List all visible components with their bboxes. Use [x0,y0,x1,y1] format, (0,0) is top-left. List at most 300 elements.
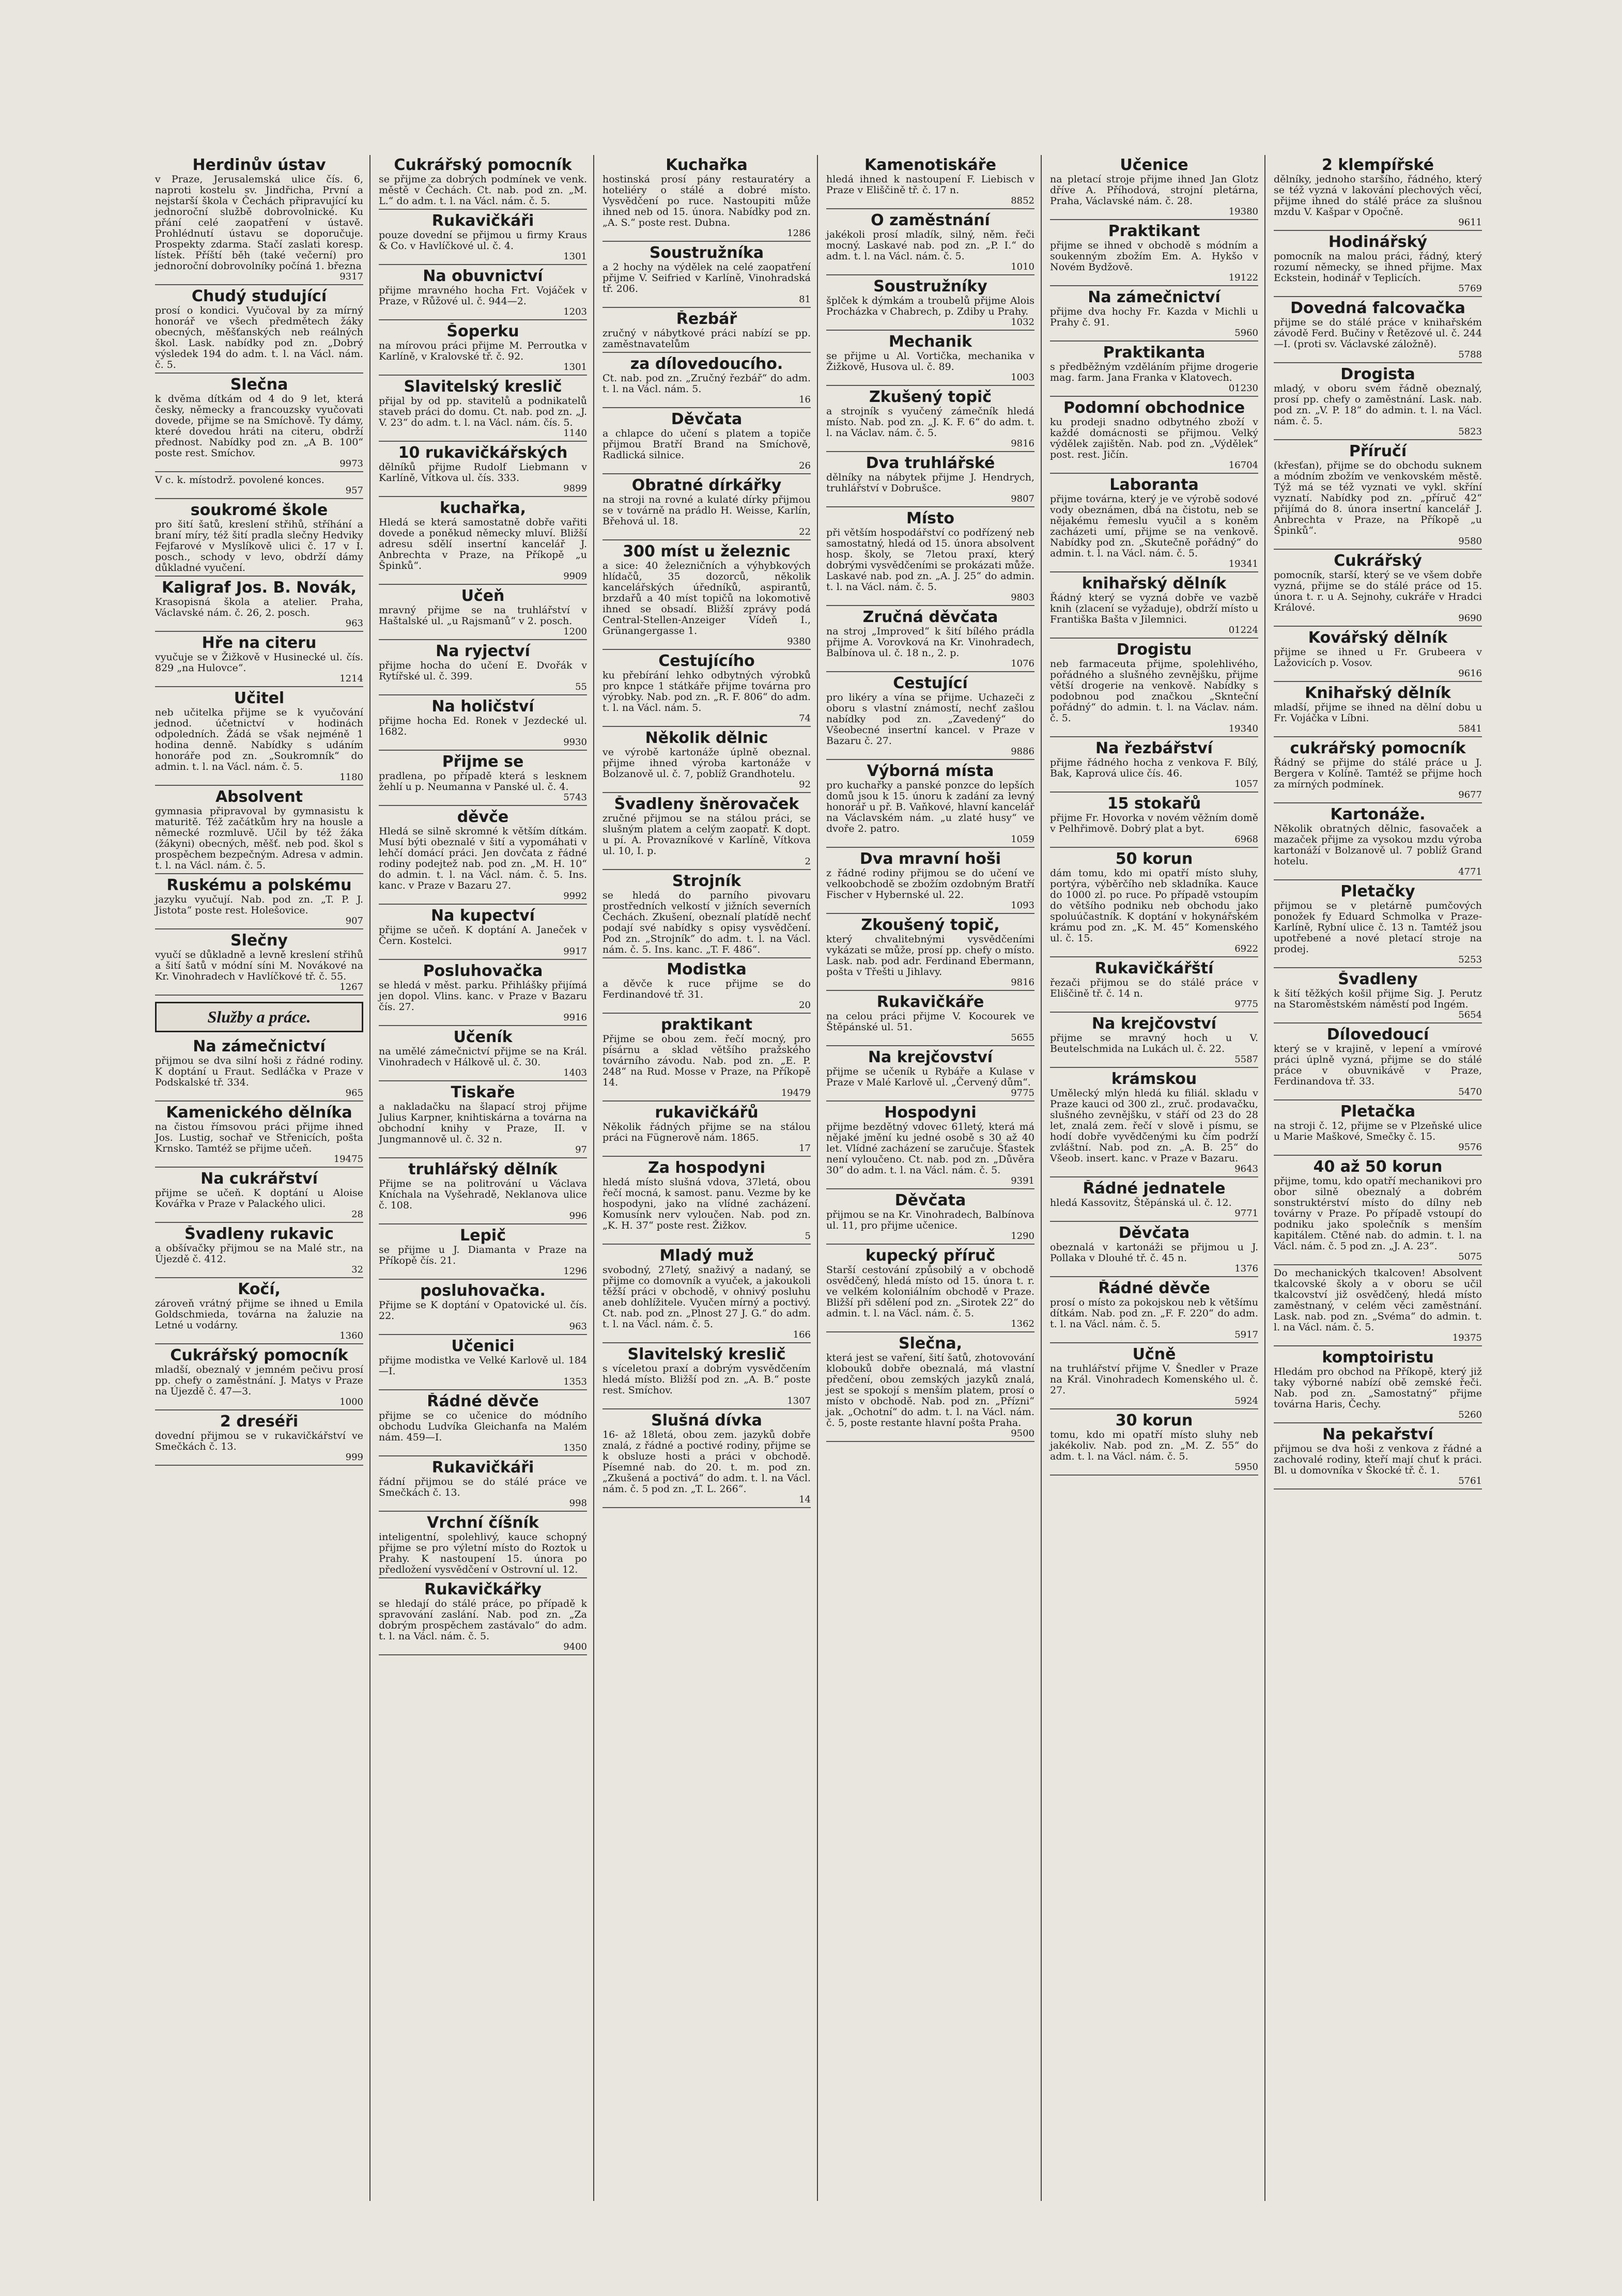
ad-text: a chlapce do učení s platem a topiče přijmou Bratří Brand na Smíchově, Radlická silnice. [603,428,811,461]
ad-headline: Výborná místa [867,763,994,780]
ad-text: prosí o kondici. Vyučoval by za mírný honorář ve všech předmětech žáky obecných, měšťanských neb reálných škol. Lask. nabídky pod zn. „Dobrý výsledek 194 do adm. t. l. na Václ. nám. č. 5. [155,305,363,370]
classified-ad [1274,1025,1482,1100]
ad-headline: Na kupectví [431,907,535,925]
ad-number: 1059 [1011,834,1034,845]
ad-text: z řádné rodiny přijmou se do učení ve velkoobchodě se zbožím ozdobným Bratří Fischer v Hybernské ul. 22. [826,867,1034,901]
ad-text: na truhlářství přijme V. Šnedler v Praze na Král. Vinohradech Komenského ul. č. 27. [1050,1363,1258,1396]
classified-ad [1050,573,1258,639]
ad-headline: Na holičství [431,698,534,716]
ad-text: hledá Kassovitz, Štěpánská ul. č. 12. [1050,1197,1232,1208]
ad-headline: Kočí, [238,1281,281,1298]
classified-ad [155,1411,363,1466]
ad-text: a děvče k ruce přijme se do Ferdinandové tř. 31. [603,978,811,1000]
ad-headline: Cestujícího [658,653,755,670]
ad-number: 1307 [787,1395,811,1406]
classified-ad [1050,1223,1258,1277]
classified-ad [1274,683,1482,737]
ad-text: Umělecký mlýn hledá ku filiál. skladu v Praze kauci od 300 zl., zruč. prodavačku, slušného zevnějšku, v stáří od 23 do 28 let, znalá zem. řečí v slově i písmu, se hodí dobře vyvědčenými ku čím podrží zvláštní. Nab. pod zn. „A. B. 25“ do Všeob. insert. kanc. v Praze v Bazaru. [1050,1088,1258,1164]
ad-number: 20 [799,1000,811,1011]
ad-number: 9400 [563,1641,587,1652]
ad-headline: Přijme se [442,753,524,771]
ad-number: 9807 [1011,493,1034,504]
ad-number: 5260 [1458,1409,1482,1420]
classified-ad [603,475,811,540]
ad-number: 9317 [339,271,363,282]
ad-number: 965 [345,1088,363,1098]
ad-text: V c. k. místodrž. povolené konces. [155,474,325,486]
ad-headline: Na ryjectví [436,643,530,660]
ad-number: 92 [799,779,811,790]
ad-text: se hledají do stálé práce, po případě k spravování zaslání. Nab. pod zn. „Za dobrým prospěchem zastávalo“ do adm. t. l. na Václ. nám. č. 5. [379,1598,587,1642]
ad-number: 9816 [1011,438,1034,449]
classified-ad [603,409,811,474]
ad-number: 01230 [1228,383,1258,394]
ad-text: Přijme se na politrování u Václava Kníchala na Vyšehradě, Neklanova ulice č. 108. [379,1178,587,1211]
ad-headline: Děvčata [894,1192,966,1209]
ad-number: 9899 [563,483,587,494]
classified-ad [603,309,811,353]
ad-text: pomocník, starší, který se ve všem dobře vyzná, přijme se do stálé práce od 15. února t. r. u A. Sejnohy, cukráře v Hradci Králové. [1274,569,1482,613]
ad-text: Hledám pro obchod na Příkopě, který již taky výborné nabízí obě zemské řeči. Nab. pod zn. „Samostatný“ přijme továrna Haris, Čechy. [1274,1366,1482,1410]
ad-headline: děvče [457,809,509,826]
ad-number: 996 [569,1211,587,1221]
ad-number: 1290 [1011,1231,1034,1242]
ad-number: 5924 [1234,1395,1258,1406]
classified-ad [1050,1278,1258,1343]
ad-column-2 [379,155,594,2201]
ad-number: 1093 [1011,900,1034,911]
ad-headline: Na obuvnictví [423,268,543,285]
classified-ad [1050,1344,1258,1409]
ad-headline: Lepič [459,1227,506,1245]
ad-text: Starší cestování způsobilý a v obchodě osvědčený, hledá místo od 15. února t. r. ve velkém koloniálním obchodě v Praze. Bližší při sdělení pod zn. „Sirotek 22“ do admin. t. l. na Václ. nám. č. 5. [826,1264,1034,1319]
classified-ad [826,1103,1034,1189]
classified-ad [826,210,1034,275]
ad-text: na stroji na rovné a kulaté dírky přijmou se v továrně na prádlo H. Weisse, Karlín, Břehová ul. 18. [603,494,811,527]
ad-number: 19340 [1228,723,1258,734]
classified-ad [603,1344,811,1409]
ad-text: zároveň vrátný přijme se ihned u Emila Goldschmieda, továrna na žaluzie na Letné u vodárny. [155,1298,363,1331]
ad-headline: Slečna, [898,1335,963,1353]
ad-number: 81 [799,294,811,305]
ad-number: 6922 [1234,943,1258,954]
section-banner: Služby a práce. [155,1002,363,1032]
ad-text: řádní přijmou se do stálé práce ve Smečkách č. 13. [379,1476,587,1498]
ad-text: Ct. nab. pod zn. „Zručný řezbář“ do adm. t. l. na Václ. nám. 5. [603,373,811,395]
ad-headline: Učně [1132,1346,1176,1363]
classified-ad [1050,155,1258,220]
ad-headline: Drogistu [1116,641,1192,659]
ad-headline: 2 dreséři [220,1413,299,1431]
ad-headline: Kovářský dělník [1308,629,1448,647]
classified-ad [1050,1014,1258,1068]
ad-number: 1140 [563,428,587,439]
classified-ad [826,761,1034,848]
ad-headline: knihařský dělník [1082,575,1227,593]
ad-text: přijme mravného hocha Frt. Vojáček v Praze, v Růžové ul. č. 944—2. [379,285,587,307]
classified-ad [1274,441,1482,550]
ad-headline: 15 stokařů [1107,795,1201,813]
ad-headline: Posluhovačka [423,963,543,980]
ad-number: 9380 [787,636,811,647]
ad-number: 2 [805,856,811,867]
ad-text: přijal by od pp. stavitelů a podnikatelů staveb práci do domu. Ct. nab. pod zn. „J. V. 23“ do adm. t. l. na Václ. nám. čís. 5. [379,395,587,428]
classified-ad [1274,551,1482,627]
classified-ad [603,354,811,408]
ad-number: 55 [575,681,587,692]
ad-text: přijme se učeň. K doptání u Aloise Kovářka v Praze v Palackého ulici. [155,1187,363,1209]
ad-column-3 [603,155,818,2201]
classified-ad [379,1336,587,1390]
ad-number: 9580 [1458,536,1482,547]
classified-ad [379,321,587,376]
ad-text: a strojník s vyučený zámečník hledá místo. Nab. pod zn. „J. K. F. 6“ do adm. t. l. na Václav. nám. č. 5. [826,406,1034,439]
ad-text: přijmou se dva silní hoši z řádné rodiny. K doptání u Fraut. Sedláčka v Praze v Podskalské tř. 334. [155,1055,363,1088]
ad-text: na čistou římsovou práci přijme ihned Jos. Lustig, sochař ve Střenicích, pošta Krnsko. Tamtéž se přijme učeň. [155,1121,363,1154]
ad-text: přijmou se v pletárně pumčových ponožek fy Eduard Schmolka v Praze-Karlíně, Rybní ulice č. 13 n. Tamtéž jsou upotřebené a nové pletací stroje na prodej. [1274,900,1482,955]
ad-headline: Dva truhlářské [866,455,995,472]
classified-ad [603,794,811,870]
ad-number: 16704 [1228,460,1258,471]
ad-text: přijme dva hochy Fr. Kazda v Michli u Prahy č. 91. [1050,306,1258,328]
ad-text: přijme továrna, který je ve výrobě sodové vody obeznámen, dbá na čistotu, neb se nějakému řemeslu vyučil a s koněm zacházeti umí, přijme se na venkově. Nabídky pod zn. „Skutečně pořádný“ do admin. t. l. na Václ. nám. č. 5. [1050,493,1258,559]
classified-ad [1274,881,1482,968]
classified-ad [379,1457,587,1512]
ad-headline: Mechanik [888,333,972,351]
classified-ad [1050,475,1258,572]
classified-ad [826,1333,1034,1442]
ad-number: 9611 [1458,217,1482,228]
ad-text: ve výrobě kartonáže úplně obeznal. přijme ihned výroba kartonáže v Bolzanově ul. č. 7, poblíž Grandhotelu. [603,747,811,780]
ad-headline: Na krejčovství [868,1049,993,1066]
ad-text: Přijme se K doptání v Opatovické ul. čís. 22. [379,1299,587,1322]
ad-headline: Slušná dívka [651,1412,762,1430]
classified-ad [826,915,1034,991]
classified-ad [379,906,587,960]
ad-text: v Praze, Jerusalemská ulice čís. 6, naproti kostelu sv. Jindřicha, První a nejstarší škola v Čechách připravující ku jednoroční službě dobrovolnické. Ku přání celé zaopatření v ústavě. Prohlédnutí ústavu se doporučuje. Prospekty zdarma. Stačí zaslati koresp. lístek. Příští běh (také večerní) pro jednoroční dobrovolníky počíná 1. března [155,174,363,272]
ad-headline: Na krejčovství [1091,1015,1217,1033]
ad-text: zručný v nábytkové práci nabízí se pp. zaměstnavatelům [603,328,811,350]
ad-headline: 2 klempířské [1321,157,1434,174]
ad-text: vyučí se důkladně a levně kreslení střihů a šití šatů v módní síni M. Novákové na Kr. Vinohradech v Havlíčkové tř. č. 55. [155,949,363,982]
classified-ad [155,473,363,499]
classified-ad [1050,640,1258,737]
classified-ad [603,1158,811,1245]
classified-ad [379,961,587,1026]
ad-text: se přijme u Al. Vortička, mechanika v Žižkově, Husova ul. č. 89. [826,350,1034,373]
ad-headline: Na pekařství [1322,1426,1433,1444]
ad-text: se přijme za dobrých podmínek ve venk. městě v Čechách. Ct. nab. pod zn. „M. L.“ do adm. t. l. na Václ. nám. č. 5. [379,174,587,207]
ad-number: 9576 [1458,1142,1482,1153]
ad-text: na pletací stroje přijme ihned Jan Glotz dříve A. Příhodová, strojní pletárna, Praha, Václavské nám. č. 28. [1050,174,1258,207]
ad-text: přijme hocha do učení E. Dvořák v Rytířské ul. č. 399. [379,660,587,682]
ad-number: 9775 [1011,1088,1034,1098]
ad-number: 963 [569,1321,587,1332]
ad-number: 5823 [1458,426,1482,437]
classified-ad [603,541,811,650]
ad-number: 8852 [1011,195,1034,206]
ad-number: 1301 [563,251,587,262]
ad-number: 9917 [563,946,587,957]
ad-number: 19341 [1228,559,1258,569]
ad-headline: rukavičkářů [655,1104,759,1122]
ad-number: 5769 [1458,283,1482,294]
classified-ad [379,1513,587,1578]
classified-ad [155,1169,363,1223]
ad-number: 5788 [1458,349,1482,360]
classified-ad [826,992,1034,1046]
ad-headline: Švadleny rukavic [184,1225,334,1243]
ad-number: 32 [351,1264,363,1275]
classified-ad [1050,849,1258,957]
ad-headline: Knihařský dělník [1305,685,1451,702]
ad-text: s víceletou praxí a dobrým vysvědčením hledá místo. Bližší pod zn. „A. B.“ poste rest. Smíchov. [603,1363,811,1396]
classified-ad [379,1225,587,1280]
ad-number: 1076 [1011,658,1034,669]
ad-text: 16- až 18letá, obou zem. jazyků dobře znalá, z řádné a poctivé rodiny, přijme se k obsluze hosti a práci v obchodě. Písemné nab. do 20. t. m. pod zn. „Zkušená a poctivá“ do adm. t. l. na Václ. nám. č. 5 pod zn. „T. L. 266“. [603,1429,811,1495]
classified-ad [603,1015,811,1102]
classified-ad [1050,343,1258,397]
classified-ad [1050,287,1258,342]
ad-text: pradlena, po případě která s lesknem žehlí u p. Neumanna v Panské ul. č. 4. [379,770,587,793]
ad-headline: Hodinářský [1328,234,1428,251]
classified-ad [155,1345,363,1410]
ad-headline: Slavitelský kreslič [627,1346,786,1363]
ad-text: Hledá se která samostatně dobře vařiti dovede a poněkud německy mluví. Bližší adresu sdělí insertní kancelář J. Anbrechta v Praze, na Příkopě „u Špinků“. [379,517,587,571]
ad-number: 9643 [1234,1163,1258,1174]
ad-number: 01224 [1228,625,1258,635]
ad-number: 5917 [1234,1329,1258,1340]
ad-text: Krasopisná škola a atelier. Praha, Václavské nám. č. 26, 2. posch. [155,596,363,618]
ad-headline: 40 až 50 korun [1313,1158,1443,1176]
ad-number: 1010 [1011,261,1034,272]
ad-number: 1214 [339,673,363,684]
ad-text: dělníky na nábytek přijme J. Hendrych, truhlářství v Dobrušce. [826,472,1034,494]
classified-ad [1050,1178,1258,1222]
ad-text: na umělé zámečnictví přijme se na Král. Vinohradech v Hálkově ul. č. 30. [379,1046,587,1068]
ad-number: 1003 [1011,372,1034,383]
ad-number: 9973 [339,458,363,469]
ad-number: 9500 [1011,1428,1034,1439]
ad-text: šplček k dýmkám a troubelů přijme Alois Procházka v Chabrech, p. Zdiby u Prahy. [826,295,1034,317]
ad-text: přijme se ihned v obchodě s módním a soukenným zbožím Em. A. Hykšo v Novém Bydžově. [1050,240,1258,273]
ad-headline: Učitel [234,690,285,707]
classified-ad [826,332,1034,386]
ad-headline: Rukavičkáře [876,994,984,1011]
ad-headline: Místo [906,510,954,528]
ad-number: 5654 [1458,1010,1482,1020]
ad-number: 9690 [1458,613,1482,624]
classified-ad [379,586,587,640]
ad-number: 9775 [1234,999,1258,1010]
classified-ad [379,377,587,442]
ad-headline: soukromé škole [190,502,328,519]
ad-headline: Hře na citeru [202,634,317,652]
ad-headline: Dovedná falcovačka [1290,300,1465,317]
ad-headline: Strojník [672,873,742,890]
classified-ad [379,1082,587,1158]
ad-text: pomocník na malou práci, řádný, který rozumí německy, se ihned přijme. Max Eckstein, hodinář v Teplicích. [1274,251,1482,284]
ad-text: na mírovou práci přijme M. Perroutka v Karlíně, v Kralovské tř. č. 92. [379,340,587,362]
ad-number: 5841 [1458,723,1482,734]
ad-text: neb farmaceuta přijme, spolehlivého, pořádného a slušného zevnějšku, přijme větší drogerie na venkově. Nabídky s podobnou pod značkou „Sknteční pořádný“ do admin. t. l. na Václav. nám. č. 5. [1050,658,1258,724]
ad-number: 1403 [563,1067,587,1078]
ad-number: 1200 [563,626,587,637]
classified-ad [826,1246,1034,1332]
classified-ad [1274,1157,1482,1265]
ad-text: přijme se co učenice do módního obchodu Ludvíka Gleichanfa na Malém nám. 459—I. [379,1410,587,1443]
ad-text: dám tomu, kdo mi opatří místo sluhy, portýra, výběrčího neb skladníka. Kauce do 1000 zl. po ruce. Po případě vstoupím do většího podniku neb obchodu jako spoluúčastník. K doptání v hokynářském krámu pod zn. „K. M. 45“ Komenského ul. č. 15. [1050,867,1258,944]
ad-headline: komptoiristu [1322,1349,1434,1367]
ad-text: Do mechanických tkalcoven! Absolvent tkalcovské školy a v oboru se učil tkalcovství již osvědčený, hledá místo zaměstnaný, v celém věci zaměstnání. Lask. nab. pod zn. „Svéma“ do admin. t. l. na Václ. nám. č. 5. [1274,1267,1482,1333]
classified-ad [1274,364,1482,440]
ad-number: 5587 [1234,1054,1258,1065]
ad-headline: 10 rukavičkářských [398,444,568,462]
ad-text: Řádný se přijme do stálé práce u J. Bergera v Kolíně. Tamtéž se přijme hoch za mírných podmínek. [1274,757,1482,790]
classified-ad [155,930,363,996]
ad-headline: Učeň [461,587,505,605]
classified-ad [155,1036,363,1102]
classified-ad [603,1410,811,1508]
classified-ad [155,155,363,285]
ad-text: přijmou se dva hoši z venkova z řádné a zachovalé rodiny, kteří mají chuť k práci. Bl. u domovníka v Škocké tř. č. 1. [1274,1443,1482,1476]
ad-headline: Chudý studující [191,288,327,305]
ad-headline: 30 korun [1115,1412,1193,1430]
ad-text: přijme Fr. Hovorka v novém věžním domě v Pelhřimově. Dobrý plat a byt. [1050,812,1258,834]
ad-number: 9677 [1458,789,1482,800]
ad-number: 14 [799,1494,811,1505]
ad-headline: Soustružníka [649,244,764,262]
ad-text: inteligentní, spolehlivý, kauce schopný přijme se pro výletní místo do Roztok u Prahy. K nastoupení 15. února po předložení vysvědčení v Ostrovní ul. 12. [379,1531,587,1575]
classified-ad [603,871,811,958]
ad-headline: Šoperku [446,323,519,340]
ad-number: 1057 [1234,779,1258,789]
classified-ad [379,211,587,265]
ad-headline: Laboranta [1109,476,1199,494]
ad-text: přijme se ihned u Fr. Grubeera v Lažovicích p. Vosov. [1274,646,1482,669]
classified-ad [1050,221,1258,286]
classified-ad [1274,738,1482,803]
classified-ad [155,578,363,632]
ad-number: 9886 [1011,746,1034,757]
classified-ad [826,453,1034,507]
ad-headline: Řádné děvče [427,1393,539,1410]
classified-ad [379,807,587,905]
ad-headline: Řádné jednatele [1083,1180,1226,1198]
ad-number: 9771 [1234,1208,1258,1219]
classified-ad [379,1281,587,1335]
ad-number: 17 [799,1143,811,1154]
ad-number: 1296 [563,1266,587,1277]
ad-column-4 [826,155,1042,2201]
classified-ad [1050,738,1258,793]
ad-text: s předběžným vzděláním přijme drogerie mag. farm. Jana Franka v Klatovech. [1050,361,1258,383]
ad-text: a 2 hochy na výdělek na celé zaopatření přijme V. Seifried v Karlíně, Vinohradská tř. 206. [603,261,811,294]
ad-text: a nakladačku na šlapací stroj přijme Julius Karpner, knihtiskárna a továrna na obchodní knihy v Praze, II. v Jungmannově ul. č. 32 n. [379,1101,587,1145]
ad-text: prosí o místo za pokojskou neb k většímu dítkám. Nab. pod zn. „F. F. 220“ do adm. t. l. na Václ. nám. č. 5. [1050,1297,1258,1330]
ad-headline: Zručná děvčata [862,609,998,626]
ad-headline: Praktikant [1108,223,1200,240]
ad-number: 1301 [563,362,587,373]
ad-headline: Na zámečnictví [1088,289,1221,306]
classified-ad [826,508,1034,606]
ad-text: přijme se učeník u Rybáře a Kulase v Praze v Malé Karlově ul. „Červený dům“. [826,1066,1034,1088]
classified-ad [1050,398,1258,474]
ad-headline: Vrchní číšník [427,1514,539,1532]
ad-headline: Za hospodyni [647,1159,766,1177]
ad-headline: Na zámečnictví [193,1038,326,1056]
classified-ad [826,276,1034,331]
ad-number: 19375 [1452,1332,1482,1343]
ad-text: mravný přijme se na truhlářství v Haštalské ul. „u Rajsmanů“ v 2. posch. [379,604,587,627]
ad-number: 1376 [1234,1263,1258,1274]
ad-headline: Pletačky [1340,883,1415,901]
ad-number: 6968 [1234,834,1258,845]
ad-headline: Praktikanta [1103,344,1206,362]
ad-text: hledá ihned k nastoupení F. Liebisch v Praze v Eliščině tř. č. 17 n. [826,174,1034,196]
ad-column-1 [155,155,370,2201]
classified-ad [379,1159,587,1224]
ad-text: na celou práci přijme V. Kocourek ve Štěpánské ul. 51. [826,1011,1034,1033]
ad-headline: Zkoušený topič, [861,917,1000,934]
ad-headline: Kamenického dělníka [166,1104,352,1122]
classified-ad [603,728,811,793]
classified-ad [1274,628,1482,682]
ad-headline: Cestující [893,675,968,692]
ad-number: 5253 [1458,954,1482,965]
ad-text: obeznalá v kartonáži se přijmou u J. Pollaka v Dlouhé tř. č. 45 n. [1050,1242,1258,1264]
classified-ad [1274,232,1482,297]
classified-ad [379,1579,587,1655]
ad-headline: Učenici [451,1338,515,1355]
ad-headline: Rukavičkářky [424,1581,542,1599]
ad-text: Hledá se silně skromné k větším dítkám. Musí býti obeznalé v šití a vypomáhati v lehčí domácí práci. Jen dovčata z řádné rodiny podejtež nab. pod zn. „M. H. 10“ do admin. t. l. na Václ. nám. č. 5. Ins. kanc. v Praze v Bazaru 27. [379,826,587,891]
classified-ad [379,498,587,585]
ad-text: neb učitelka přijme se k vyučování jednod. účetnictví v hodinách odpoledních. Žádá se však nejméně 1 hodina denně. Nabídky s udáním honoráře pod zn. „Soukromník“ do admin. t. l. na Václ. nám. č. 5. [155,707,363,772]
ad-headline: Tiskaře [451,1084,515,1102]
ad-text: přijme, tomu, kdo opatří mechanikovi pro obor silně obeznalý a dobrém sonstruktérství místo do dílny neb továrny v Praze. Po případě vstoupí do podniku jako společník s menším kapitálem. Ctěné nab. do admin. t. l. na Václ. nám. č. 5 pod zn. „J. A. 23“. [1274,1175,1482,1252]
ad-text: pro šití šatů, kreslení střihů, stříhání a braní míry, též šití pradla slečny Hedviky Fejfarové v Myslíkově ulici č. 17 v I. posch., schody v levo, obdrží dámy důkladné vyučení. [155,519,363,573]
ad-text: přijme řádného hocha z venkova F. Bílý, Bak, Kaprová ulice čís. 46. [1050,757,1258,779]
ad-headline: Hospodyni [884,1104,977,1122]
ad-headline: Kartonáže. [1330,806,1426,824]
classified-ad [826,1047,1034,1102]
ad-text: mladý, v oboru svém řádně obeznalý, prosí pp. chefy o zaměstnání. Lask. nab. pod zn. „V. P. 18“ do admin. t. l. na Václ. nám. č. 5. [1274,383,1482,427]
ad-headline: Řádné děvče [1098,1280,1210,1297]
ad-headline: Cukrářský [1334,552,1422,570]
ad-number: 5960 [1234,328,1258,338]
classified-ad [1274,1266,1482,1346]
ad-number: 1362 [1011,1318,1034,1329]
ad-number: 9616 [1458,668,1482,679]
classified-ad [155,1279,363,1344]
ad-text: ku prodeji snadno odbytného zboží v každé domácnosti se přijmou. Velký výdělek zajištěn. Nab. pod zn. „Výdělek“ post. rest. Jičín. [1050,416,1258,460]
classified-ad [155,286,363,374]
ad-headline: Dílovedoucí [1326,1026,1429,1044]
ad-text: pro kuchařky a panské ponzce do lepších domů jsou k 15. únoru k zadání za levný honorář u př. B. Vaňkové, hlavní kancelář na Václavském nám. „u zlaté husy“ ve dvoře 2. patro. [826,780,1034,834]
classified-ad [1274,1102,1482,1156]
ad-headline: Švadleny šněrovaček [614,796,799,813]
ad-text: pouze dovední se přijmou u firmy Kraus & Co. v Havlíčkové ul. č. 4. [379,229,587,252]
classified-ad [826,607,1034,672]
ad-text: k dvěma dítkám od 4 do 9 let, která česky, německy a francouzsky vyučovati dovede, přijme se na Smíchově. Ty dámy, které dovedou hráti na citeru, obdrží přednost. Nabídky pod zn. „A B. 100“ poste rest. Smíchov. [155,393,363,459]
ad-text: ku přebírání lehko odbytných výrobků pro knpce 1 státkáře přijme továrna pro výrobky. Nab. pod zn. „R. F. 806“ do adm. t. l. na Václ. nám. 5. [603,670,811,713]
ad-headline: Švadleny [1338,971,1418,988]
ad-number: 19380 [1228,206,1258,217]
ad-number: 9916 [563,1012,587,1023]
ad-text: při větším hospodářství co podřízený neb samostatný, hledá od 15. února absolvent hosp. školy, se 7letou praxí, který dobrými vysvědčeními se prokázati může. Laskavé nab. pod zn. „A. J. 25“ do admin. t. l. na Václ. nám. č. 5. [826,527,1034,593]
ad-headline: cukrářský pomocník [1290,740,1466,757]
